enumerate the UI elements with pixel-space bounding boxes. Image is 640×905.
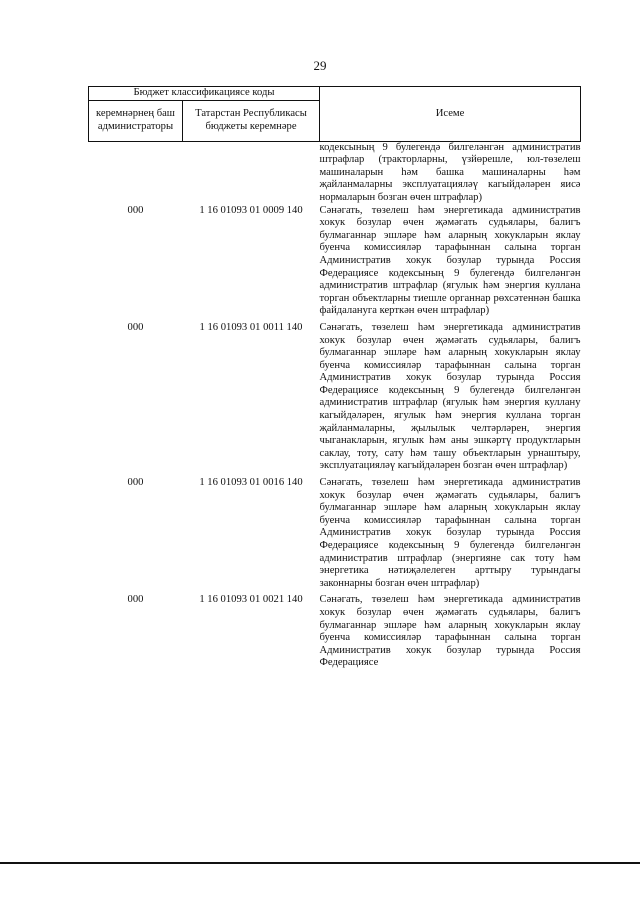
admin-code: 000 (127, 477, 144, 489)
admin-code: 000 (127, 594, 144, 606)
row-name-continuation: кодексының 9 булегендә билгеләнгән административ штрафлар (тракторларны, үзйөрешле, юл-төзелеш машиналарын һәм башка машиналарны һәм җайланмаларны эксплуатацияләү кагыйдәләрен яисә нормаларын бозган өчен штрафлар) (319, 141, 581, 203)
budget-code: 1 16 01093 01 0009 140 (199, 204, 303, 216)
header-budget-classification-code: Бюджет классификациясе коды (89, 87, 320, 101)
row-name: Сәнәгать, төзелеш һәм энергетикада административ хокук бозулар өчен җәмәгать судьялары, балигъ булмаганнар эшләре һәм аларның хокукларын яклау буенча комиссияләр тарафыннан салына торган Административ хокук бозулар турында Россия Федерациясе (319, 594, 581, 669)
admin-code: 000 (127, 321, 144, 333)
table-row (89, 477, 581, 590)
header-name: Исеме (320, 87, 581, 142)
header-budget-revenues: Татарстан Республикасы бюджеты керемнәре (183, 100, 320, 141)
table-row (89, 205, 581, 318)
row-name: Сәнәгать, төзелеш һәм энергетикада административ хокук бозулар өчен җәмәгать судьялары, балигъ булмаганнар эшләре һәм аларның хокукларын яклау буенча комиссияләр тарафыннан салына торган Административ хокук бозулар турында Россия Федерациясе кодексының 9 булегендә билгеләнгән административ штрафлар (ягулык һәм энергия куллана торган объектларны тиешле органнар рөхсәтеннән башка файдалануга керткән өчен штрафлар) (319, 204, 581, 317)
table-row (89, 594, 581, 670)
footer-rule (0, 862, 640, 864)
budget-code: 1 16 01093 01 0011 140 (199, 321, 303, 333)
budget-code: 1 16 01093 01 0016 140 (199, 477, 303, 489)
admin-code: 000 (127, 204, 144, 216)
page-number: 29 (313, 58, 327, 73)
row-name: Сәнәгать, төзелеш һәм энергетикада административ хокук бозулар өчен җәмәгать судьялары, балигъ булмаганнар эшләре һәм аларның хокукларын яклау буенча комиссияләр тарафыннан салына торган Административ хокук бозулар турында Россия Федерациясе кодексының 9 булегендә билгеләнгән административ штрафлар (энергияне сак тоту һәм энергетика нәтиҗәлелеген арттыру турындагы законнарны бозган өчен штрафлар) (319, 477, 581, 589)
budget-code: 1 16 01093 01 0021 140 (199, 594, 303, 606)
table-row-continuation (89, 141, 581, 204)
row-name: Сәнәгать, төзелеш һәм энергетикада административ хокук бозулар өчен җәмәгать судьялары, балигъ булмаганнар эшләре һәм аларның хокукларын яклау буенча комиссияләр тарафыннан салына торган Административ хокук бозулар турында Россия Федерациясе кодексының 9 булегендә билгеләнгән административ штрафлар (ягулык һәм энергия куллану кагыйдәләрен, ягулык һәм энергия куллана торган җайланмаларны, җылылык челтәрләрен, энергия чыганакларын, ягулык һәм аны эшкәртү продуктларын саклау, тоту, сату һәм ташу объектларын урнаштыру, эксплуатацияләү кагыйдәләрен бозган өчен штрафлар) (319, 321, 581, 472)
table-row (89, 322, 581, 473)
header-chief-administrator: керемнәрнең баш администраторы (89, 100, 183, 141)
budget-classification-table (88, 86, 581, 670)
